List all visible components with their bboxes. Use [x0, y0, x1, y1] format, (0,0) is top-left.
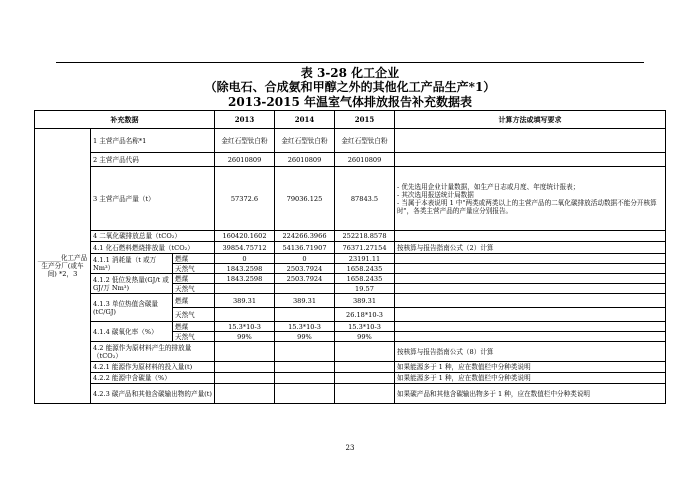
- fuel: 燃煤: [173, 274, 215, 284]
- value-2014: 0: [275, 254, 335, 264]
- row-oxidation-coal: [35, 322, 666, 332]
- value-2015: 99%: [335, 332, 395, 342]
- table-title: 表 3-28 化工企业: [300, 66, 400, 80]
- value-2015: 15.3*10-3: [335, 322, 395, 332]
- fuel: 天然气: [173, 284, 215, 294]
- row-product-output: [35, 167, 666, 231]
- value-2013: 26010809: [215, 153, 275, 167]
- method: [395, 167, 666, 231]
- method: [395, 308, 666, 322]
- value-2013: [215, 373, 275, 384]
- label: 4.2 能源作为原材料产生的排放量（tCO₂）: [91, 342, 215, 362]
- method: 如果碳产品和其他含碳输出物多于 1 种，应在数值栏中分种类说明: [395, 384, 666, 404]
- row-calorific-coal: [35, 274, 666, 284]
- value-2015: [335, 384, 395, 404]
- value-2015: 金红石型钛白粉: [335, 129, 395, 153]
- label: 4.1.1 消耗量（t 或万 Nm³）: [91, 254, 173, 274]
- row-feedstock-carbon: [35, 373, 666, 384]
- supplementary-data-table: [34, 110, 666, 404]
- header-item: 补充数据: [35, 111, 215, 129]
- value-2013: 39854.75712: [215, 242, 275, 254]
- fuel: 燃煤: [173, 322, 215, 332]
- value-2014: 2503.7924: [275, 264, 335, 274]
- label: 4 二氧化碳排放总量（tCO₂）: [91, 231, 215, 242]
- method: 按核算与报告指南公式（8）计算: [395, 342, 666, 362]
- value-2013: 57372.6: [215, 167, 275, 231]
- method: 按核算与报告指南公式（2）计算: [395, 242, 666, 254]
- row-consumption-coal: [35, 254, 666, 264]
- method: [395, 129, 666, 153]
- value-2015: 23191.11: [335, 254, 395, 264]
- value-2013: [215, 342, 275, 362]
- label: 4.1 化石燃料燃烧排放量（tCO₂）: [91, 242, 215, 254]
- method: [395, 254, 666, 264]
- method: 如果能源多于 1 种，应在数值栏中分种类说明: [395, 373, 666, 384]
- value-2014: [275, 342, 335, 362]
- method: [395, 231, 666, 242]
- value-2014: [275, 384, 335, 404]
- row-product-code: [35, 153, 666, 167]
- value-2014: 389.31: [275, 294, 335, 308]
- value-2013: 99%: [215, 332, 275, 342]
- fuel: 天然气: [173, 332, 215, 342]
- method: [395, 284, 666, 294]
- method: [395, 264, 666, 274]
- value-2015: 76371.27154: [335, 242, 395, 254]
- value-2013: [215, 284, 275, 294]
- method: 如果能源多于 1 种，应在数值栏中分种类说明: [395, 362, 666, 373]
- value-2014: 99%: [275, 332, 335, 342]
- header-2014: 2014: [275, 111, 335, 129]
- row-fossil-fuel-emission: [35, 242, 666, 254]
- label: 4.1.4 碳氧化率（%）: [91, 322, 173, 342]
- value-2015: 26010809: [335, 153, 395, 167]
- table-subtitle: （除电石、合成氨和甲醇之外的其他化工产品生产*1）: [204, 80, 496, 94]
- value-2013: 389.31: [215, 294, 275, 308]
- method: [395, 332, 666, 342]
- top-rule: [56, 62, 644, 63]
- value-2015: 19.57: [335, 284, 395, 294]
- section-label: _______化工产品生产分厂(或车间) *2，3: [35, 129, 91, 404]
- value-2014: 79036.125: [275, 167, 335, 231]
- table-heading: 2013-2015 年温室气体排放报告补充数据表: [228, 95, 472, 109]
- value-2014: [275, 284, 335, 294]
- value-2015: 26.18*10-3: [335, 308, 395, 322]
- page-number: 23: [345, 444, 355, 452]
- label: 2 主营产品代码: [91, 153, 215, 167]
- row-feedstock-input: [35, 362, 666, 373]
- label: 4.1.2 低位发热量(GJ/t 或 GJ/万 Nm³): [91, 274, 173, 294]
- value-2014: 224266.3966: [275, 231, 335, 242]
- label: 1 主营产品名称*1: [91, 129, 215, 153]
- fuel: 燃煤: [173, 294, 215, 308]
- value-2015: 389.31: [335, 294, 395, 308]
- value-2013: 1843.2598: [215, 274, 275, 284]
- label: 4.2.1 能源作为原材料的投入量(t): [91, 362, 215, 373]
- row-carbon-content-coal: [35, 294, 666, 308]
- header-2013: 2013: [215, 111, 275, 129]
- fuel: 天然气: [173, 308, 215, 322]
- value-2013: 1843.2598: [215, 264, 275, 274]
- method-line-1: - 优先选用企业计量数据，如生产日志或月度、年度统计报表；: [397, 182, 580, 191]
- row-carbon-products: [35, 384, 666, 404]
- row-product-name: [35, 129, 666, 153]
- label: 3 主营产品产量（t）: [91, 167, 215, 231]
- method: [395, 294, 666, 308]
- method: [395, 153, 666, 167]
- row-feedstock-emission: [35, 342, 666, 362]
- fuel: 燃煤: [173, 254, 215, 264]
- value-2014: 金红石型钛白粉: [275, 129, 335, 153]
- value-2015: 1658.2435: [335, 274, 395, 284]
- value-2015: [335, 362, 395, 373]
- method: [395, 274, 666, 284]
- value-2014: [275, 362, 335, 373]
- method: [395, 322, 666, 332]
- method-line-3: - 当属于本表说明 1 中"两类或两类以上的主营产品的二氧化碳排放活动数据不能分开核算时"，各类主营产品的产量应分别报告。: [397, 198, 657, 215]
- value-2013: [215, 308, 275, 322]
- value-2015: [335, 342, 395, 362]
- header-method: 计算方法或填写要求: [395, 111, 666, 129]
- fuel: 天然气: [173, 264, 215, 274]
- value-2014: 2503.7924: [275, 274, 335, 284]
- value-2014: [275, 373, 335, 384]
- value-2013: 15.3*10-3: [215, 322, 275, 332]
- value-2014: [275, 308, 335, 322]
- value-2015: 252218.8578: [335, 231, 395, 242]
- label: 4.1.3 单位热值含碳量(tC/GJ): [91, 294, 173, 322]
- value-2013: 金红石型钛白粉: [215, 129, 275, 153]
- header-row: [35, 111, 666, 129]
- method-line-2: - 其次选用报送统计局数据: [397, 190, 474, 199]
- value-2013: [215, 362, 275, 373]
- value-2013: 160420.1602: [215, 231, 275, 242]
- value-2015: 1658.2435: [335, 264, 395, 274]
- row-total-emission: [35, 231, 666, 242]
- label: 4.2.2 能源中含碳量（%）: [91, 373, 215, 384]
- header-2015: 2015: [335, 111, 395, 129]
- label: 4.2.3 碳产品和其他含碳输出物的产量(t): [91, 384, 215, 404]
- value-2015: 87843.5: [335, 167, 395, 231]
- value-2015: [335, 373, 395, 384]
- value-2013: 0: [215, 254, 275, 264]
- value-2014: 15.3*10-3: [275, 322, 335, 332]
- value-2014: 54136.71907: [275, 242, 335, 254]
- value-2014: 26010809: [275, 153, 335, 167]
- value-2013: [215, 384, 275, 404]
